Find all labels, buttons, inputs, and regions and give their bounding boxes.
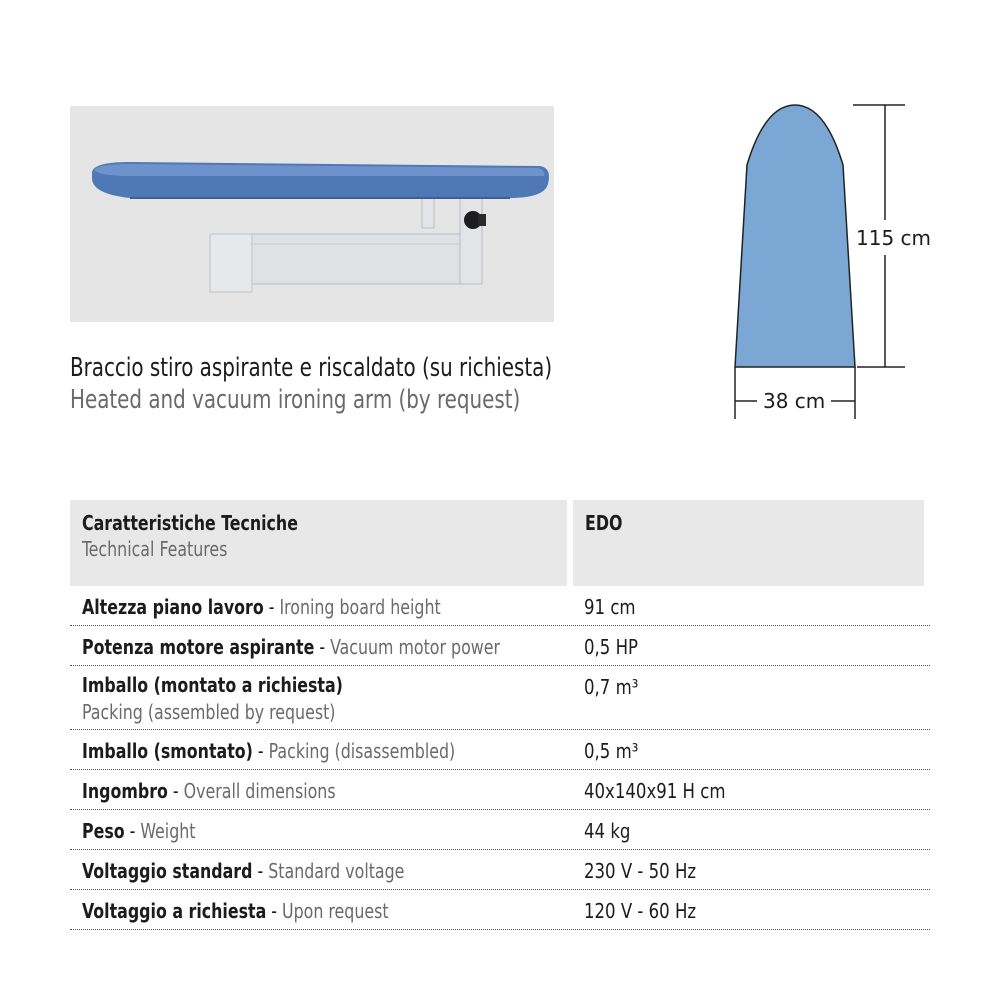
spec-label	[82, 850, 584, 889]
spec-label-en: Packing (disassembled)	[268, 739, 456, 763]
spec-row	[70, 586, 930, 626]
spec-row	[70, 770, 930, 810]
spec-label-it: Altezza piano lavoro	[82, 595, 264, 619]
spec-row	[70, 666, 930, 730]
spec-value: 230 V - 50 Hz	[584, 859, 697, 883]
spec-label	[82, 890, 584, 929]
spec-label	[82, 730, 584, 769]
spec-value: 91 cm	[584, 595, 636, 619]
caption-title-en: Heated and vacuum ironing arm (by request)	[70, 385, 521, 415]
specs-table	[70, 500, 930, 930]
spec-label	[82, 666, 584, 729]
spec-label-en: Overall dimensions	[183, 779, 336, 803]
spec-value: 0,5 m³	[584, 739, 639, 763]
spec-label-en: Weight	[140, 819, 196, 843]
spec-value: 40x140x91 H cm	[584, 779, 726, 803]
spec-label-en: Packing (assembled by request)	[82, 700, 336, 724]
spec-label	[82, 770, 584, 809]
caption	[70, 352, 710, 416]
specs-header-en: Technical Features	[82, 537, 228, 561]
height-label: 115 cm	[856, 226, 932, 250]
ironing-arm-image	[70, 106, 554, 322]
specs-header-label-cell	[70, 500, 567, 586]
product-photo	[70, 106, 554, 322]
spec-label-it: Voltaggio standard	[82, 859, 253, 883]
model-name: EDO	[585, 511, 623, 535]
spec-row	[70, 626, 930, 666]
specs-rows	[70, 586, 930, 930]
caption-title-it: Braccio stiro aspirante e riscaldato (su richiesta)	[70, 353, 553, 383]
spec-label-it: Imballo (montato a richiesta)	[82, 673, 343, 697]
spec-label	[82, 810, 584, 849]
spec-label-separator: -	[252, 859, 269, 883]
spec-row	[70, 890, 930, 930]
spec-label-it: Imballo (smontato)	[82, 739, 253, 763]
spec-label-en: Ironing board height	[279, 595, 441, 619]
board-shape	[735, 105, 855, 367]
spec-label	[82, 586, 584, 625]
spec-row	[70, 810, 930, 850]
spec-label-separator: -	[314, 635, 331, 659]
spec-label-separator: -	[167, 779, 184, 803]
spec-label	[82, 626, 584, 665]
specs-header-it: Caratteristiche Tecniche	[82, 511, 298, 535]
specs-header	[70, 500, 930, 586]
spec-label-en: Standard voltage	[268, 859, 405, 883]
spec-label-separator: -	[263, 595, 280, 619]
spec-row	[70, 730, 930, 770]
spec-row	[70, 850, 930, 890]
spec-label-it: Peso	[82, 819, 125, 843]
spec-label-separator: -	[252, 739, 269, 763]
spec-label-en: Vacuum motor power	[330, 635, 500, 659]
spec-label-it: Voltaggio a richiesta	[82, 899, 267, 923]
spec-label-en: Upon request	[282, 899, 389, 923]
spec-value: 44 kg	[584, 819, 631, 843]
spec-label-it: Potenza motore aspirante	[82, 635, 315, 659]
spec-value: 0,5 HP	[584, 635, 639, 659]
width-label: 38 cm	[763, 389, 826, 413]
spec-value: 120 V - 60 Hz	[584, 899, 697, 923]
spec-label-separator: -	[266, 899, 283, 923]
spec-label-separator: -	[124, 819, 141, 843]
board-dimension-diagram	[725, 95, 940, 430]
spec-value: 0,7 m³	[584, 675, 639, 699]
model-header-cell	[573, 500, 924, 586]
spec-label-it: Ingombro	[82, 779, 168, 803]
